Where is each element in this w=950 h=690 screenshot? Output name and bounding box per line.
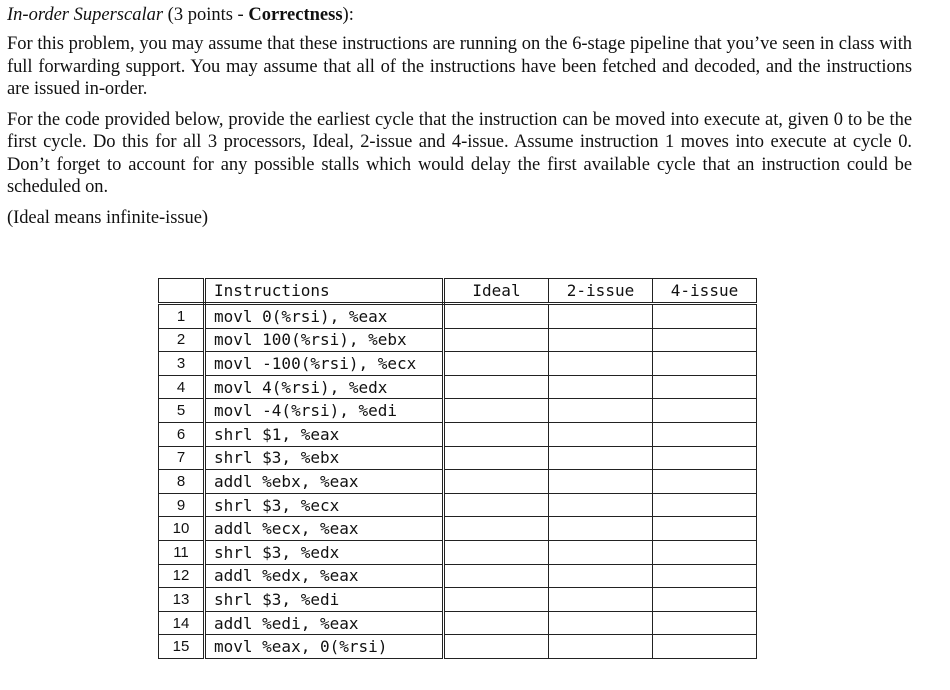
- table-header-row: [159, 279, 757, 304]
- instruction-number: 7: [159, 446, 205, 470]
- problem-heading-suffix: ):: [342, 5, 354, 25]
- four-issue-answer-cell[interactable]: [653, 493, 757, 517]
- two-issue-answer-cell[interactable]: [549, 611, 653, 635]
- instruction-number: 11: [159, 540, 205, 564]
- number-column-header: [159, 279, 205, 304]
- four-issue-answer-cell[interactable]: [653, 470, 757, 494]
- instruction-number: 3: [159, 352, 205, 376]
- table-row: [159, 611, 757, 635]
- four-issue-column-header: 4-issue: [653, 279, 757, 304]
- problem-title: In-order Superscalar: [7, 5, 164, 25]
- instruction-code: addl %ecx, %eax: [205, 517, 444, 541]
- two-issue-answer-cell[interactable]: [549, 422, 653, 446]
- ideal-answer-cell[interactable]: [444, 399, 549, 423]
- four-issue-answer-cell[interactable]: [653, 564, 757, 588]
- instruction-number: 12: [159, 564, 205, 588]
- instruction-table-body: [159, 304, 757, 659]
- table-row: [159, 328, 757, 352]
- ideal-answer-cell[interactable]: [444, 352, 549, 376]
- instruction-code: shrl $3, %ebx: [205, 446, 444, 470]
- ideal-answer-cell[interactable]: [444, 328, 549, 352]
- instruction-code: movl 4(%rsi), %edx: [205, 375, 444, 399]
- instructions-paragraph: For the code provided below, provide the earliest cycle that the instruction can be moved into execute at, given 0 to be the first cycle. Do this for all 3 processors, Ideal, 2-issue and 4-issue. Assume instruction 1 moves into execute at cycle 0. Don’t forget to account for any possible stalls which would delay the first available cycle that an instruction could be scheduled on.: [7, 109, 912, 197]
- problem-content: [7, 4, 912, 237]
- instruction-table: [158, 278, 757, 659]
- four-issue-answer-cell[interactable]: [653, 399, 757, 423]
- two-issue-answer-cell[interactable]: [549, 635, 653, 659]
- two-issue-answer-cell[interactable]: [549, 399, 653, 423]
- ideal-answer-cell[interactable]: [444, 493, 549, 517]
- instruction-code: movl 0(%rsi), %eax: [205, 304, 444, 329]
- instruction-number: 6: [159, 422, 205, 446]
- two-issue-answer-cell[interactable]: [549, 517, 653, 541]
- instruction-code: movl -100(%rsi), %ecx: [205, 352, 444, 376]
- instruction-number: 8: [159, 470, 205, 494]
- instruction-number: 13: [159, 588, 205, 612]
- four-issue-answer-cell[interactable]: [653, 352, 757, 376]
- problem-heading: [7, 4, 912, 26]
- ideal-answer-cell[interactable]: [444, 446, 549, 470]
- instruction-number: 4: [159, 375, 205, 399]
- four-issue-answer-cell[interactable]: [653, 375, 757, 399]
- instruction-code: shrl $3, %edi: [205, 588, 444, 612]
- ideal-answer-cell[interactable]: [444, 588, 549, 612]
- ideal-answer-cell[interactable]: [444, 375, 549, 399]
- four-issue-answer-cell[interactable]: [653, 517, 757, 541]
- two-issue-answer-cell[interactable]: [549, 304, 653, 329]
- ideal-answer-cell[interactable]: [444, 635, 549, 659]
- two-issue-answer-cell[interactable]: [549, 352, 653, 376]
- four-issue-answer-cell[interactable]: [653, 611, 757, 635]
- ideal-answer-cell[interactable]: [444, 564, 549, 588]
- two-issue-answer-cell[interactable]: [549, 588, 653, 612]
- assumptions-paragraph: For this problem, you may assume that these instructions are running on the 6-stage pipeline that you’ve seen in class with full forwarding support. You may assume that all of the instructions have been fetched and decoded, and the instructions are issued in-order.: [7, 34, 912, 99]
- four-issue-answer-cell[interactable]: [653, 635, 757, 659]
- problem-category: Correctness: [248, 5, 343, 25]
- instruction-number: 14: [159, 611, 205, 635]
- two-issue-answer-cell[interactable]: [549, 446, 653, 470]
- two-issue-column-header: 2-issue: [549, 279, 653, 304]
- instruction-number: 5: [159, 399, 205, 423]
- instruction-number: 1: [159, 304, 205, 329]
- instruction-code: addl %edx, %eax: [205, 564, 444, 588]
- two-issue-answer-cell[interactable]: [549, 328, 653, 352]
- ideal-answer-cell[interactable]: [444, 517, 549, 541]
- instruction-code: movl %eax, 0(%rsi): [205, 635, 444, 659]
- table-row: [159, 352, 757, 376]
- ideal-answer-cell[interactable]: [444, 611, 549, 635]
- two-issue-answer-cell[interactable]: [549, 540, 653, 564]
- four-issue-answer-cell[interactable]: [653, 422, 757, 446]
- ideal-answer-cell[interactable]: [444, 304, 549, 329]
- instruction-number: 15: [159, 635, 205, 659]
- four-issue-answer-cell[interactable]: [653, 446, 757, 470]
- table-row: [159, 470, 757, 494]
- ideal-answer-cell[interactable]: [444, 470, 549, 494]
- instruction-code: shrl $3, %ecx: [205, 493, 444, 517]
- table-row: [159, 493, 757, 517]
- table-row: [159, 399, 757, 423]
- instruction-code: addl %ebx, %eax: [205, 470, 444, 494]
- two-issue-answer-cell[interactable]: [549, 564, 653, 588]
- ideal-answer-cell[interactable]: [444, 540, 549, 564]
- table-row: [159, 540, 757, 564]
- table-row: [159, 446, 757, 470]
- instruction-number: 9: [159, 493, 205, 517]
- instruction-number: 2: [159, 328, 205, 352]
- instruction-code: shrl $1, %eax: [205, 422, 444, 446]
- table-row: [159, 635, 757, 659]
- four-issue-answer-cell[interactable]: [653, 304, 757, 329]
- four-issue-answer-cell[interactable]: [653, 328, 757, 352]
- two-issue-answer-cell[interactable]: [549, 470, 653, 494]
- table-row: [159, 517, 757, 541]
- table-row: [159, 564, 757, 588]
- four-issue-answer-cell[interactable]: [653, 588, 757, 612]
- two-issue-answer-cell[interactable]: [549, 375, 653, 399]
- four-issue-answer-cell[interactable]: [653, 540, 757, 564]
- instruction-code: shrl $3, %edx: [205, 540, 444, 564]
- ideal-note: (Ideal means infinite-issue): [7, 207, 208, 228]
- instructions-column-header: Instructions: [205, 279, 444, 304]
- problem-points: (3 points -: [167, 5, 249, 25]
- instruction-code: movl -4(%rsi), %edi: [205, 399, 444, 423]
- table-row: [159, 375, 757, 399]
- instruction-code: addl %edi, %eax: [205, 611, 444, 635]
- instruction-code: movl 100(%rsi), %ebx: [205, 328, 444, 352]
- ideal-answer-cell[interactable]: [444, 422, 549, 446]
- instruction-number: 10: [159, 517, 205, 541]
- table-row: [159, 588, 757, 612]
- ideal-column-header: Ideal: [444, 279, 549, 304]
- table-row: [159, 304, 757, 329]
- two-issue-answer-cell[interactable]: [549, 493, 653, 517]
- table-row: [159, 422, 757, 446]
